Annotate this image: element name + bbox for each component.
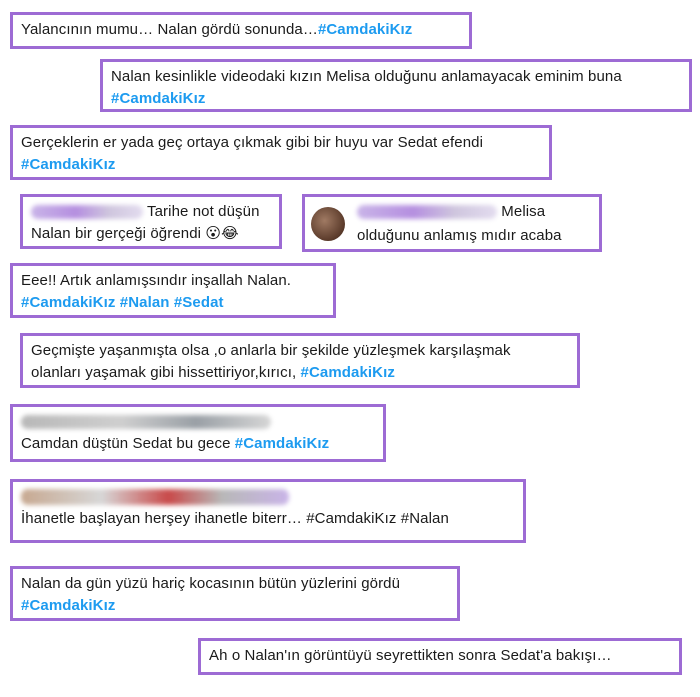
comment-card (20, 333, 580, 388)
hashtag-link[interactable]: #CamdakiKız (21, 156, 116, 173)
comment-card (10, 566, 460, 621)
blurred-username (21, 489, 289, 505)
comment-card (10, 263, 336, 318)
comment-text: Yalancının mumu… Nalan gördü sonunda… (21, 21, 318, 38)
blurred-username (21, 415, 271, 429)
avatar (311, 207, 345, 241)
blurred-username (31, 205, 143, 219)
hashtag-link[interactable]: #CamdakiKız (234, 435, 330, 452)
comment-text: Ah o Nalan'ın görüntüyü seyrettikten sonra Sedat'a bakışı… (209, 647, 612, 664)
comment-text: Gerçeklerin er yada geç ortaya çıkmak gibi bir huyu var Sedat efendi (21, 134, 484, 151)
comment-text: Nalan da gün yüzü hariç kocasının bütün yüzlerini gördü (21, 575, 401, 592)
comment-card (100, 59, 692, 112)
comment-text: Tarihe not düşün (147, 203, 260, 220)
hashtag-link[interactable]: #CamdakiKız (111, 90, 206, 107)
hashtag-link[interactable]: #CamdakiKız (317, 21, 413, 38)
comment-text: olduğunu anlamış mıdır acaba (357, 227, 562, 244)
blurred-username (357, 205, 497, 219)
comment-text: Nalan bir gerçeği öğrendi (31, 225, 202, 242)
comment-text: Geçmişte yaşanmışta olsa ,o anlarla bir şekilde yüzleşmek karşılaşmak (31, 342, 511, 359)
comment-card (20, 194, 282, 249)
comment-card (10, 479, 526, 543)
comment-text: Camdan düştün Sedat bu gece (21, 435, 231, 452)
comment-text: Nalan kesinlikle videodaki kızın Melisa olduğunu anlamayacak eminim buna (111, 68, 622, 85)
hashtag-link[interactable]: #CamdakiKız (21, 294, 116, 311)
emoji-reactions: 😮😂 (205, 225, 239, 242)
hashtag-link[interactable]: #Nalan (119, 294, 170, 311)
comment-card (10, 12, 472, 49)
comment-text: olanları yaşamak gibi hissettiriyor,kırıcı, (31, 364, 297, 381)
hashtag-link[interactable]: #CamdakiKız (21, 597, 116, 614)
comment-card (10, 125, 552, 180)
comment-card (302, 194, 602, 252)
hashtag-link[interactable]: #Sedat (173, 294, 224, 311)
comment-card (10, 404, 386, 462)
hashtag-link[interactable]: #CamdakiKız (300, 364, 395, 381)
comment-text: İhanetle başlayan herşey ihanetle biterr… #CamdakiKız #Nalan (21, 510, 449, 527)
comment-text: Eee!! Artık anlamışsındır inşallah Nalan. (21, 272, 292, 289)
comment-card (198, 638, 682, 675)
comment-text: Melisa (501, 203, 546, 220)
